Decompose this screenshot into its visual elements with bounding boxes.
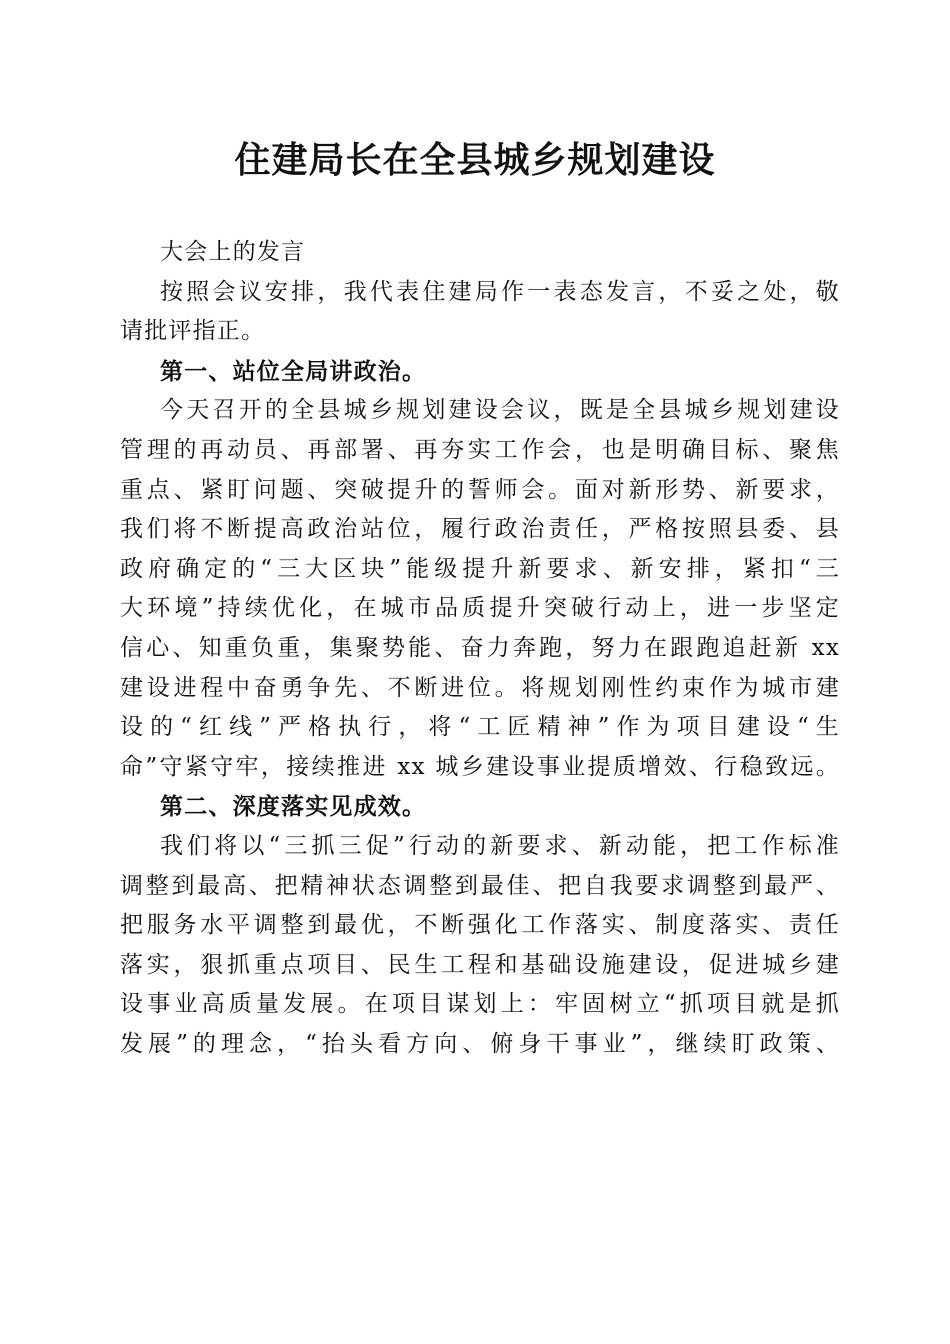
body-line: 我们将不断提高政治站位，履行政治责任，严格按照县委、县 — [120, 516, 840, 543]
section-heading: 第二、深度落实见成效。 — [160, 793, 427, 821]
body-line: 设事业高质量发展。在项目谋划上：牢固树立“抓项目就是抓 — [120, 991, 840, 1018]
body-line: 大会上的发言 — [160, 239, 306, 265]
body-line: 大环境”持续优化，在城市品质提升突破行动上，进一步坚定 — [120, 595, 840, 622]
body-line: 政府确定的“三大区块”能级提升新要求、新安排，紧扣“三 — [120, 555, 840, 582]
body-line: 管理的再动员、再部署、再夯实工作会，也是明确目标、聚焦 — [120, 436, 840, 463]
body-line: 重点、紧盯问题、突破提升的誓师会。面对新形势、新要求， — [120, 476, 840, 503]
body-line: 请批评指正。 — [120, 318, 266, 345]
document-body — [120, 233, 840, 1064]
body-line: 信心、知重负重，集聚势能、奋力奔跑，努力在跟跑追赶新 xx — [120, 634, 840, 661]
document-title: 住建局长在全县城乡规划建设 — [234, 139, 716, 181]
body-line: 今天召开的全县城乡规划建设会议，既是全县城乡规划建设 — [160, 397, 840, 424]
body-line: 落实，狠抓重点项目、民生工程和基础设施建设，促进城乡建 — [120, 951, 840, 978]
body-line: 命”守紧守牢，接续推进 xx 城乡建设事业提质增效、行稳致远。 — [120, 753, 840, 780]
body-line: 把服务水平调整到最优，不断强化工作落实、制度落实、责任 — [120, 912, 840, 939]
body-line: 建设进程中奋勇争先、不断进位。将规划刚性约束作为城市建 — [120, 674, 840, 701]
body-line: 按照会议安排，我代表住建局作一表态发言，不妥之处，敬 — [160, 278, 840, 305]
body-line: 设的“红线”严格执行，将“工匠精神”作为项目建设“生 — [120, 714, 840, 741]
body-line: 我们将以“三抓三促”行动的新要求、新动能，把工作标准 — [160, 832, 840, 859]
section-heading: 第一、站位全局讲政治。 — [160, 357, 427, 385]
body-line: 发展”的理念，“抬头看方向、俯身干事业”，继续盯政策、 — [120, 1030, 840, 1057]
body-line: 调整到最高、把精神状态调整到最佳、把自我要求调整到最严、 — [120, 872, 840, 899]
